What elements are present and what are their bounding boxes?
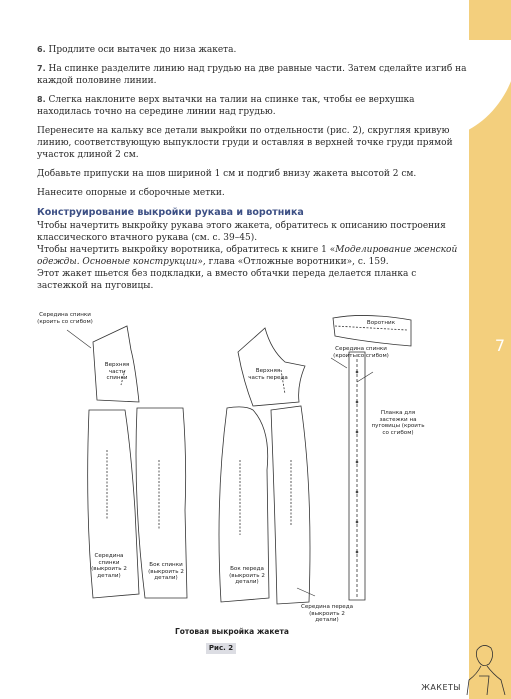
- pattern-figure: [35, 310, 460, 640]
- step-text: Слегка наклоните верх вытачки на талии на спинке так, чтобы ее верхушка находилась точно на середине линии над грудью.: [37, 95, 415, 117]
- label-side-back: Бок спинки (выкроить 2 детали): [148, 562, 184, 581]
- text-body: [37, 44, 467, 292]
- label-upper-front: Верхняя часть переда: [248, 368, 288, 381]
- label-placket: Планка для застежки на пуговицы (кроить со сгибом): [371, 410, 425, 436]
- label-side-front: Бок переда (выкроить 2 детали): [229, 566, 265, 585]
- section-paragraph-sleeve: Чтобы начертить выкройку рукава этого жакета, обратитесь к описанию построения классического втачного рукава (см. с. 39–45).: [37, 221, 446, 243]
- step-text: Продлите оси вытачек до низа жакета.: [48, 45, 237, 55]
- paragraph-marks: Нанесите опорные и сборочные метки.: [37, 188, 225, 198]
- text-run: », глава «Отложные воротники», с. 159.: [197, 257, 389, 267]
- pattern-drawing: [35, 310, 460, 640]
- label-front-center: Середина переда (выкроить 2 детали): [300, 604, 354, 623]
- section-paragraph-collar: [37, 244, 467, 268]
- label-collar: Воротник: [366, 320, 396, 326]
- figure-caption: Готовая выкройка жакета: [175, 627, 289, 636]
- figure-number-badge: Рис. 2: [206, 643, 236, 654]
- footer-section-label: ЖАКЕТЫ: [421, 683, 461, 692]
- section-body: [37, 220, 467, 292]
- button-mark: [356, 491, 359, 494]
- step-number: 7.: [37, 64, 46, 73]
- button-mark: [356, 521, 359, 524]
- text-run: Чтобы начертить выкройку воротника, обратитесь к книге 1 «: [37, 245, 336, 255]
- book-title: Моделирование женской одежды. Основные конструкции: [37, 245, 458, 267]
- button-mark: [356, 551, 359, 554]
- paragraph-seam-allowance: Добавьте припуски на шов шириной 1 см и подгиб внизу жакета высотой 2 см.: [37, 169, 417, 179]
- step-6: [37, 44, 467, 56]
- front-center-piece: [271, 406, 310, 604]
- button-mark: [356, 401, 359, 404]
- button-mark: [356, 431, 359, 434]
- step-number: 8.: [37, 95, 46, 104]
- label-back-center: Середина спинки (выкроить 2 детали): [91, 553, 127, 579]
- step-text: На спинке разделите линию над грудью на две равные части. Затем сделайте изгиб на каждой половине линии.: [37, 64, 467, 86]
- paragraph-transfer: Перенесите на кальку все детали выкройки по отдельности (рис. 2), скругляя кривую линию, соответствующую выпуклости груди и оставляя в верхней точке груди прямой участок длиной 2 см.: [37, 126, 453, 160]
- step-7: [37, 63, 467, 87]
- label-collar-center: Середина спинки (кроить со сгибом): [333, 346, 389, 359]
- button-mark: [356, 461, 359, 464]
- button-mark: [356, 371, 359, 374]
- label-back-center-fold: Середина спинки (кроить со сгибом): [37, 312, 93, 325]
- label-upper-back: Верхняя часть спинки: [104, 362, 130, 381]
- page-number: 7: [494, 336, 505, 355]
- section-title: Конструирование выкройки рукава и воротника: [37, 207, 304, 218]
- step-number: 6.: [37, 45, 46, 54]
- step-8: [37, 94, 467, 118]
- woman-sketch-icon: [459, 640, 509, 695]
- section-paragraph-placket: Этот жакет шьется без подкладки, а вместо обтачки переда делается планка с застежкой на пуговицы.: [37, 269, 417, 291]
- upper-front-piece: [238, 328, 305, 406]
